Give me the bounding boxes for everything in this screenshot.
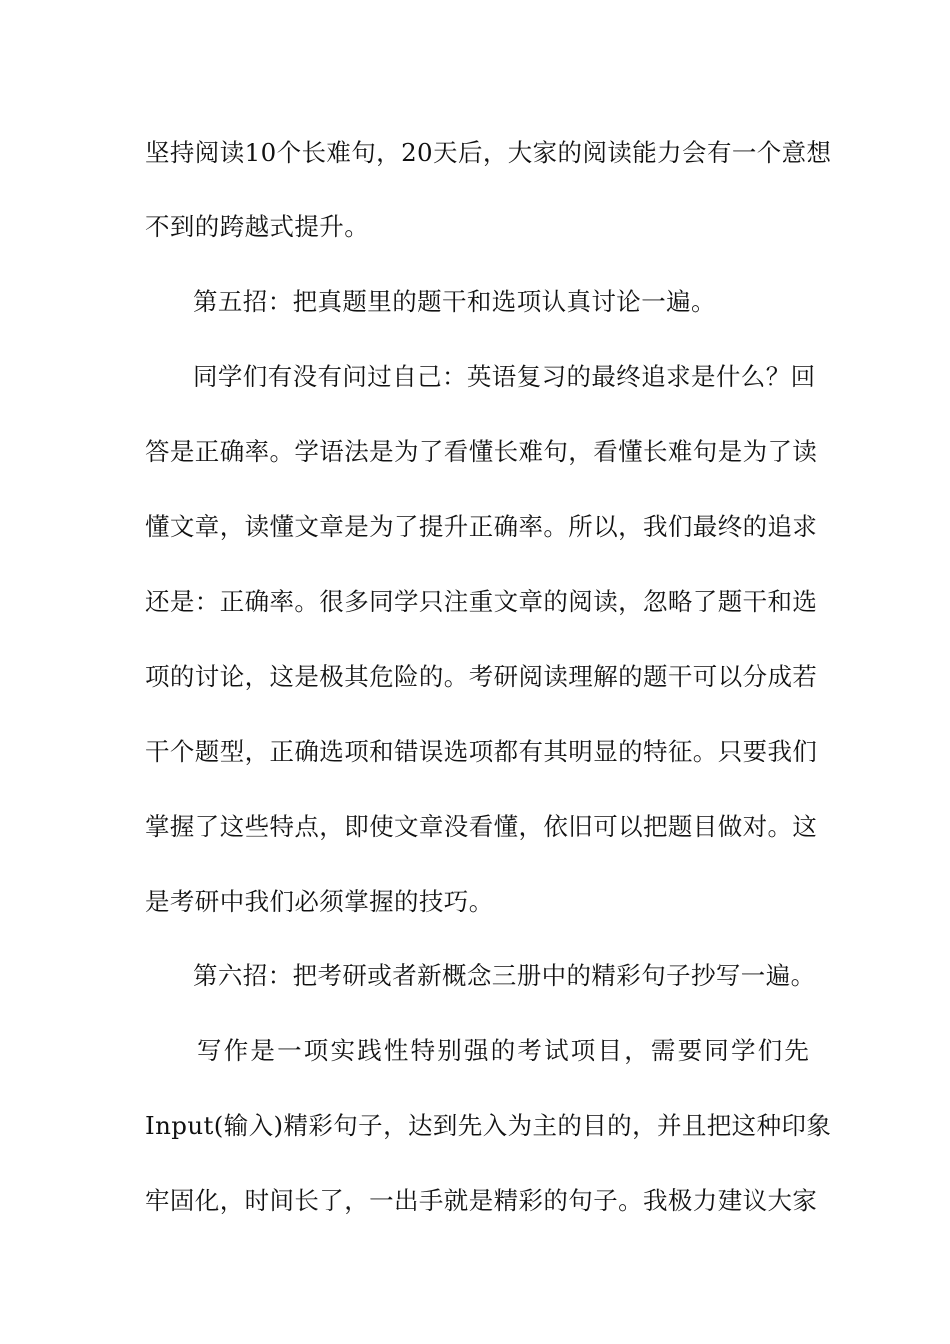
paragraph-line: 牢固化，时间长了，一出手就是精彩的句子。我极力建议大家 [145, 1186, 818, 1215]
paragraph-line: 坚持阅读10个长难句，20天后，大家的阅读能力会有一个意想 [145, 138, 832, 167]
paragraph-line: 干个题型，正确选项和错误选项都有其明显的特征。只要我们 [145, 737, 818, 766]
paragraph-line: 同学们有没有问过自己：英语复习的最终追求是什么？回 [193, 362, 816, 391]
section-heading: 第六招：把考研或者新概念三册中的精彩句子抄写一遍。 [193, 961, 816, 990]
paragraph-line: 掌握了这些特点，即使文章没看懂，依旧可以把题目做对。这 [145, 812, 818, 841]
paragraph-line: 写作是一项实践性特别强的考试项目，需要同学们先 [197, 1036, 812, 1065]
paragraph-line: 不到的跨越式提升。 [145, 212, 370, 241]
paragraph-line: Input(输入)精彩句子，达到先入为主的目的，并且把这种印象 [145, 1111, 832, 1140]
paragraph-line: 答是正确率。学语法是为了看懂长难句，看懂长难句是为了读 [145, 437, 818, 466]
paragraph-line: 还是：正确率。很多同学只注重文章的阅读，忽略了题干和选 [145, 587, 818, 616]
paragraph-line: 是考研中我们必须掌握的技巧。 [145, 887, 494, 916]
paragraph-line: 懂文章，读懂文章是为了提升正确率。所以，我们最终的追求 [145, 512, 818, 541]
section-heading: 第五招：把真题里的题干和选项认真讨论一遍。 [193, 287, 716, 316]
paragraph-line: 项的讨论，这是极其危险的。考研阅读理解的题干可以分成若 [145, 662, 818, 691]
